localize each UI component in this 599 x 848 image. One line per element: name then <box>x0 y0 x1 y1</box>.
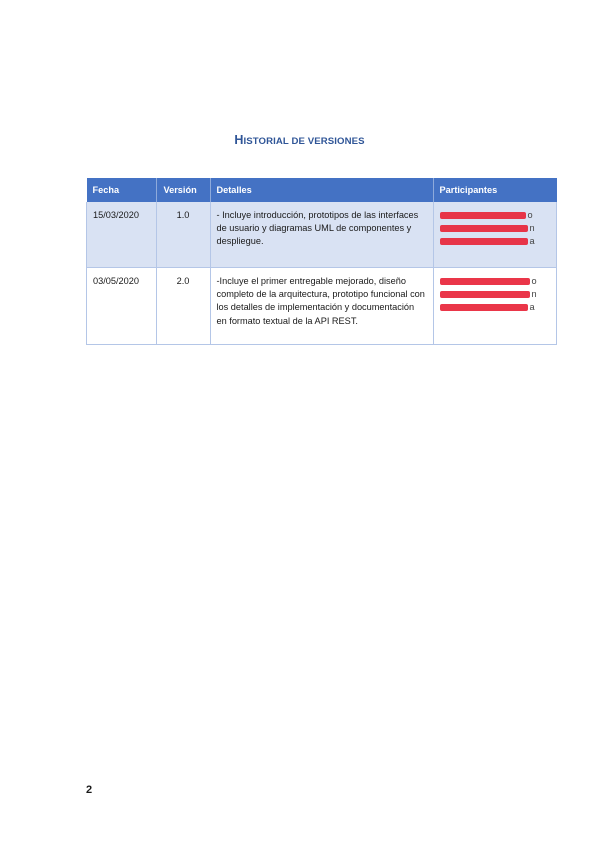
page-number: 2 <box>86 784 93 796</box>
header-fecha: Fecha <box>87 178 157 202</box>
redacted-participant: n <box>440 288 551 301</box>
version-history-table <box>86 178 557 345</box>
cell-participantes <box>433 202 557 268</box>
header-detalles: Detalles <box>210 178 433 202</box>
cell-detalles: - Incluye introducción, prototipos de las interfaces de usuario y diagramas UML de componentes y despliegue. <box>210 202 433 268</box>
redacted-participant: a <box>440 235 551 248</box>
redacted-participant: a <box>440 301 551 314</box>
table-row <box>87 268 557 345</box>
redacted-participant: o <box>440 275 551 288</box>
table-row <box>87 202 557 268</box>
header-version: Versión <box>156 178 210 202</box>
cell-version: 2.0 <box>156 268 210 345</box>
page-title: HISTORIAL DE VERSIONES <box>234 133 365 147</box>
cell-detalles: -Incluye el primer entregable mejorado, diseño completo de la arquitectura, prototipo funcional con los detalles de implementación y documentación en formato textual de la API REST. <box>210 268 433 345</box>
redacted-participant: o <box>440 209 551 222</box>
cell-fecha: 03/05/2020 <box>87 268 157 345</box>
redacted-participant: n <box>440 222 551 235</box>
table-header-row <box>87 178 557 202</box>
cell-version: 1.0 <box>156 202 210 268</box>
cell-fecha: 15/03/2020 <box>87 202 157 268</box>
cell-participantes <box>433 268 557 345</box>
header-participantes: Participantes <box>433 178 557 202</box>
